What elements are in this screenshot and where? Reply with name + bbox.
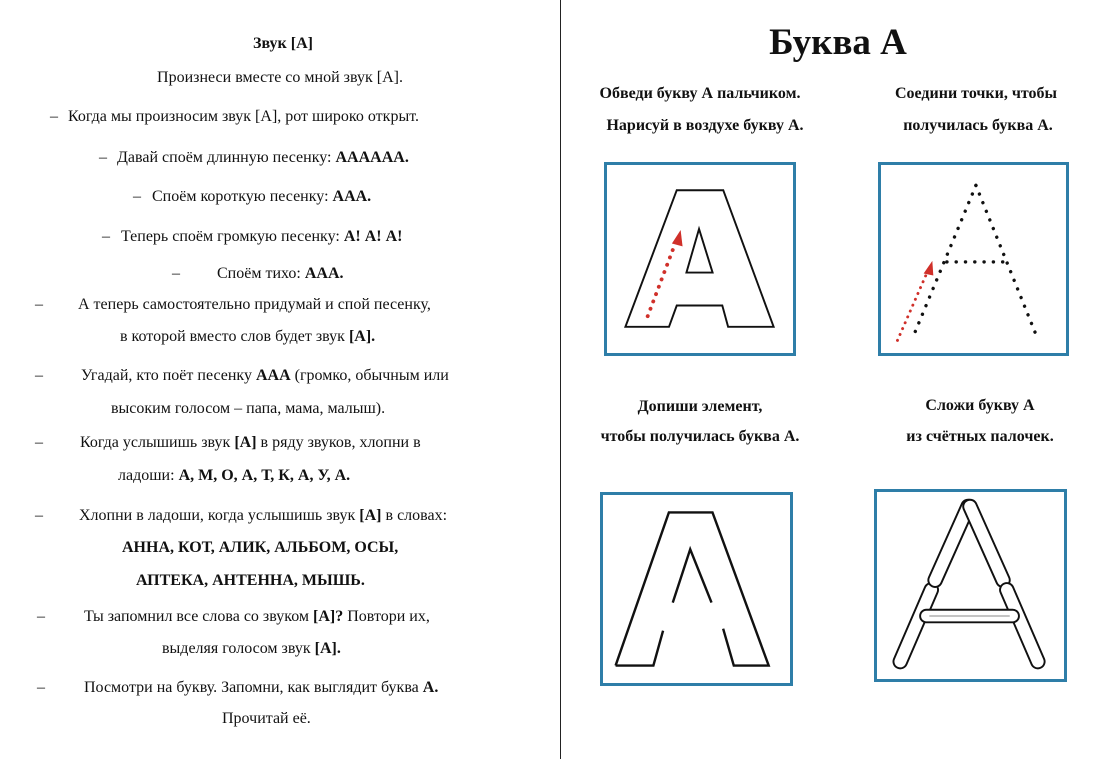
item-6-line2 [120,327,375,347]
task-4-line2: из счётных палочек. [906,428,1054,445]
page-divider [560,0,561,759]
task-2-line2: получилась буква А. [903,117,1053,134]
item-10-line1 [84,607,430,627]
item-text: в которой вместо слов будет звук [120,328,349,345]
item-bold: А! А! А! [343,228,403,245]
dash: – [35,296,43,313]
item-bold: АААААА. [335,149,409,166]
item-text: Споём тихо: [217,265,305,282]
item-text: в словах: [381,507,448,524]
item-bold: А, М, О, А, Т, К, А, У, А. [178,467,351,484]
item-7-line2: высоким голосом – папа, мама, малыш). [111,400,386,417]
dash: – [35,367,43,384]
item-text: (громко, обычным или [290,367,449,384]
item-5 [217,264,344,284]
trace-letter-frame [604,162,796,356]
item-9-line1 [79,506,447,526]
item-8-line1 [80,433,421,453]
dash: – [102,228,110,245]
item-bold: [А]. [348,328,376,345]
dash: – [172,265,180,282]
dotted-letter-a-image [881,165,1066,353]
item-bold: ААА. [332,188,372,205]
item-bold: [А] [234,434,257,451]
dash: – [35,507,43,524]
dash: – [37,608,45,625]
item-3 [152,187,371,207]
item-1: Когда мы произносим звук [А], рот широко открыт. [68,108,419,125]
item-9-line3: АПТЕКА, АНТЕННА, МЫШЬ. [136,572,365,589]
item-10-line2 [162,639,341,659]
complete-element-frame [600,492,793,686]
task-3-line1: Допиши элемент, [637,398,763,415]
task-1-line1: Обведи букву А пальчиком. [599,85,801,102]
page-title: Буква А [769,22,907,63]
item-4 [121,227,402,247]
task-2-line1: Соедини точки, чтобы [894,85,1058,102]
item-bold: [А]? [313,608,344,625]
item-bold: [А] [359,507,382,524]
item-text: Давай споём длинную песенку: [117,149,336,166]
dash: – [37,679,45,696]
incomplete-letter-a-image [603,495,790,683]
intro-text: Произнеси вместе со мной звук [А]. [157,69,403,86]
dash: – [99,149,107,166]
item-bold: ААА [255,367,291,384]
item-text: в ряду звуков, хлопни в [256,434,421,451]
item-2 [117,148,409,168]
item-text: выделяя голосом звук [162,640,315,657]
item-text: ладоши: [118,467,179,484]
sticks-letter-a-image [877,492,1064,679]
item-8-line2 [118,466,350,486]
item-text: Споём короткую песенку: [152,188,333,205]
item-text: Посмотри на букву. Запомни, как выглядит буква [84,679,423,696]
item-6-line1: А теперь самостоятельно придумай и спой песенку, [78,296,431,313]
item-text: Хлопни в ладоши, когда услышишь звук [79,507,360,524]
item-text: Ты запомнил все слова со звуком [84,608,314,625]
item-text: Угадай, кто поёт песенку [81,367,256,384]
dash: – [50,108,58,125]
task-3-line2: чтобы получилась буква А. [600,428,800,445]
item-11-line1 [84,678,438,698]
outline-letter-a-image [607,165,793,353]
item-text: Повтори их, [343,608,430,625]
dash: – [35,434,43,451]
connect-dots-frame [878,162,1069,356]
item-9-line2: АННА, КОТ, АЛИК, АЛЬБОМ, ОСЫ, [122,539,399,556]
task-4-line1: Сложи букву А [925,397,1035,414]
item-text: Когда услышишь звук [80,434,235,451]
task-1-line2: Нарисуй в воздухе букву А. [606,117,804,134]
item-text: Теперь споём громкую песенку: [121,228,344,245]
heading: Звук [А] [253,35,313,52]
item-bold: [А]. [314,640,341,657]
counting-sticks-frame [874,489,1067,682]
item-bold: ААА. [304,265,344,282]
item-11-line2: Прочитай её. [222,710,311,727]
item-bold: А. [422,679,439,696]
item-7-line1 [81,366,449,386]
dash: – [133,188,141,205]
